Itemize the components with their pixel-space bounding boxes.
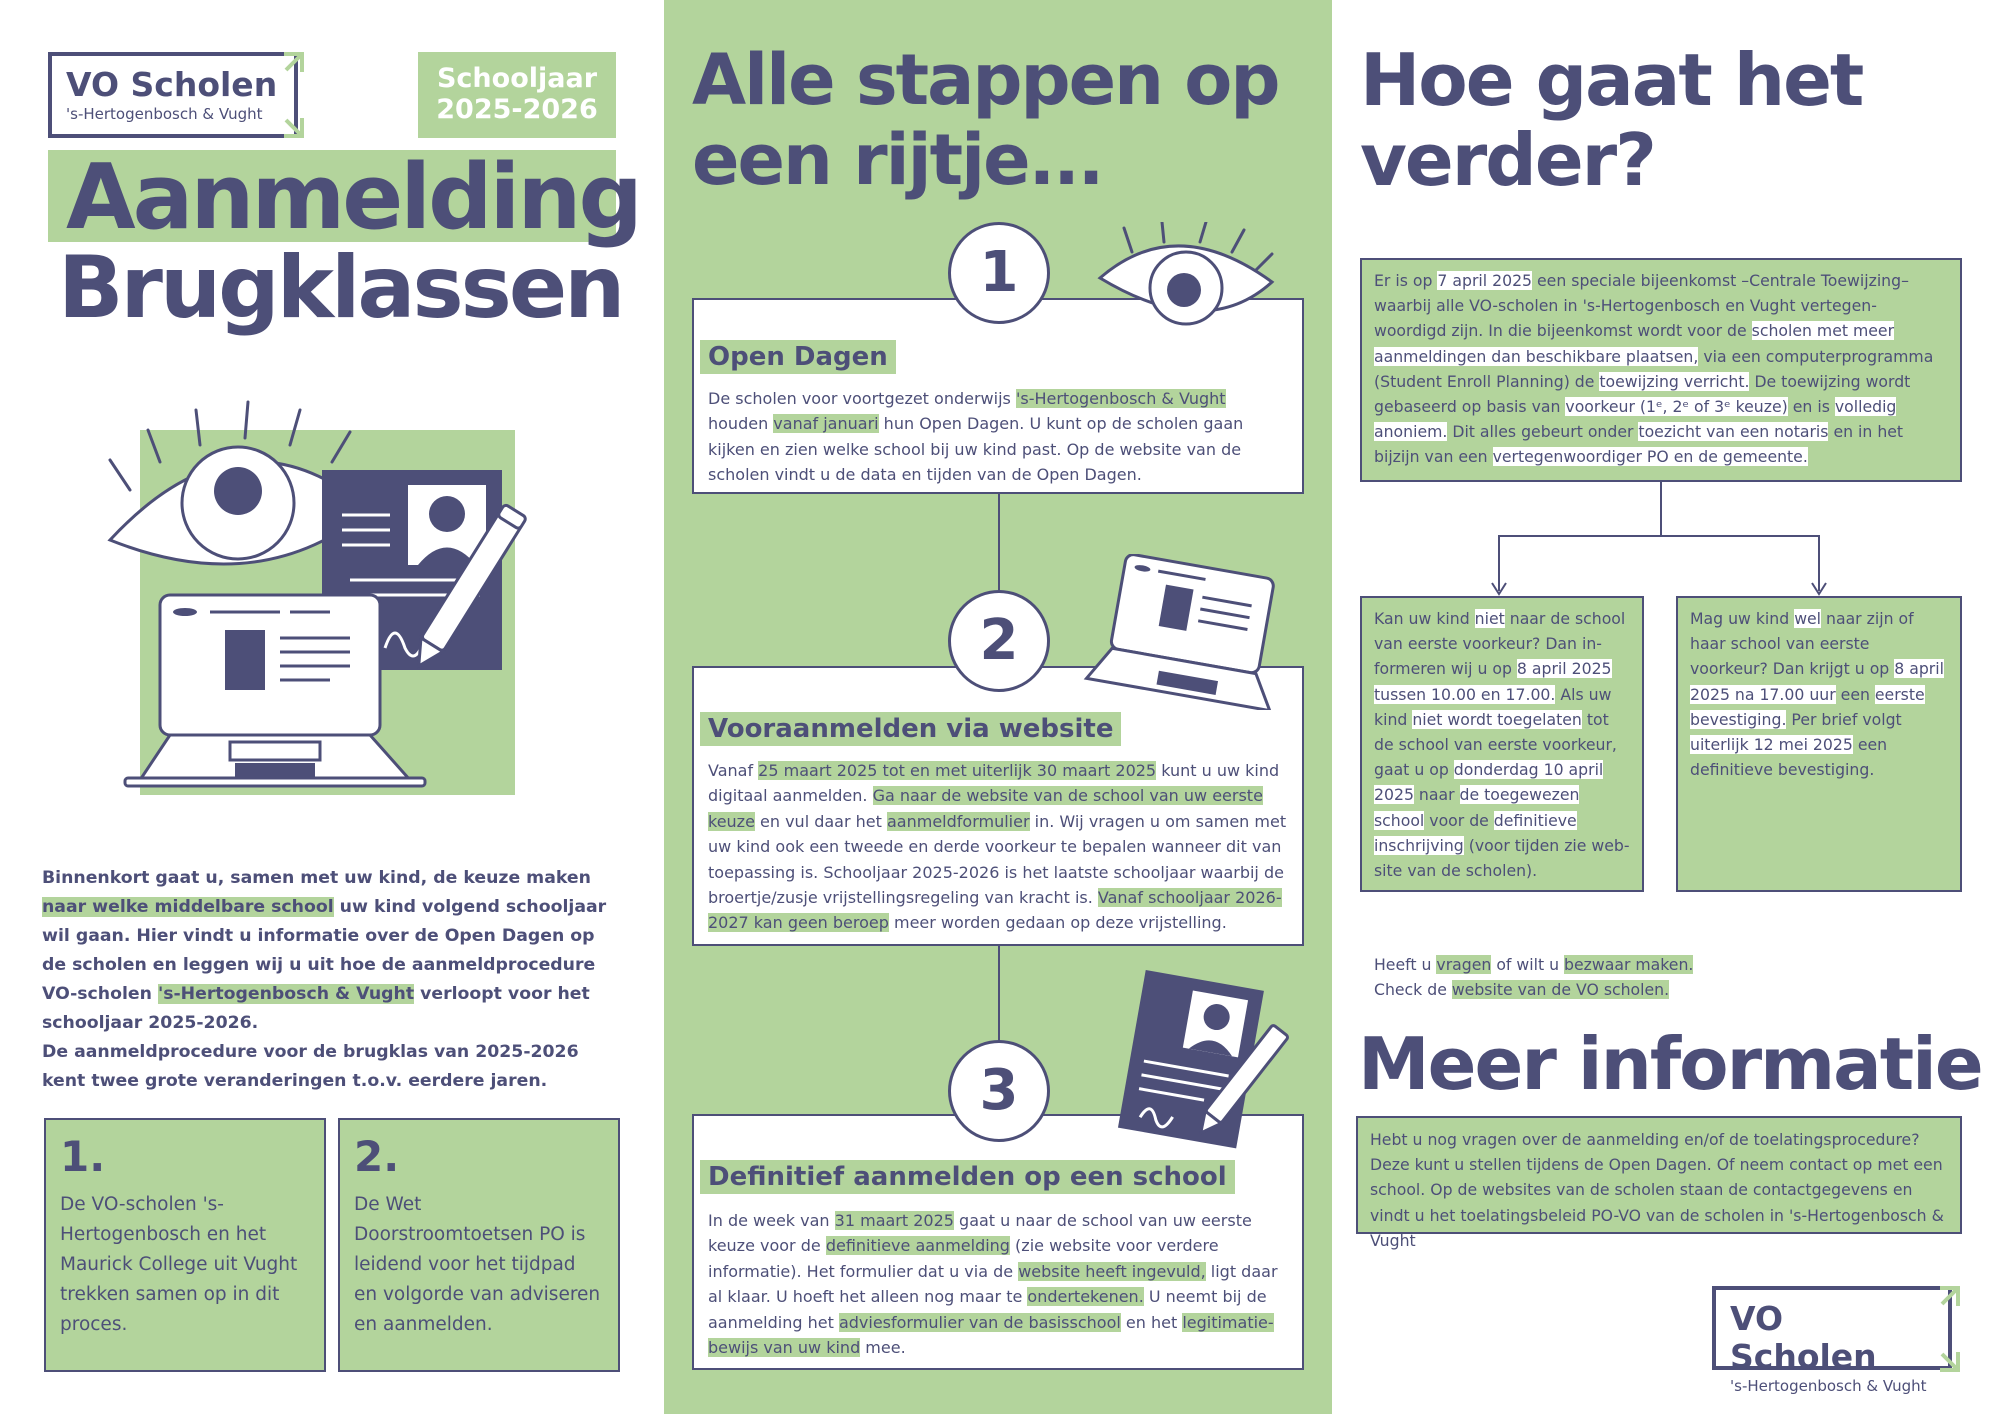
box-text: via een computerprogramma (Student Enroll Planning) de bbox=[1374, 346, 1934, 391]
box-text: Mag uw kind bbox=[1690, 609, 1795, 628]
hero-illustration bbox=[100, 390, 560, 810]
box-text: Als uw kind bbox=[1374, 684, 1612, 729]
box-highlight: vertegenwoordiger PO en de gemeente. bbox=[1492, 447, 1808, 467]
step-text-1 bbox=[708, 386, 1288, 488]
flow-connector bbox=[1498, 535, 1820, 537]
note-highlight: vragen bbox=[1436, 955, 1492, 974]
box-highlight: toewijzing verricht. bbox=[1599, 371, 1750, 391]
note-text: Heeft u bbox=[1374, 955, 1437, 974]
box-text: (voor tijden zie web-site van de scholen). bbox=[1374, 835, 1630, 881]
box-text: Dit alles gebeurt onder bbox=[1447, 422, 1639, 442]
step-title-3: Definitief aanmelden op een school bbox=[700, 1160, 1235, 1194]
step-title-1: Open Dagen bbox=[700, 340, 896, 374]
intro-paragraph-2: De aanmeldprocedure voor de brugklas van 2025-2026 kent twee grote veranderingen t.o.v. eerdere jaren. bbox=[42, 1042, 579, 1091]
box-highlight: scholen met meer aanmeldingen dan beschikbare plaatsen, bbox=[1374, 321, 1895, 366]
step-text: In de week van bbox=[708, 1211, 835, 1230]
step-highlight: 25 maart 2025 tot en met uiterlijk 30 maart 2025 bbox=[758, 761, 1157, 780]
box-highlight: niet wordt toegelaten bbox=[1412, 709, 1582, 729]
change-number: 2. bbox=[354, 1132, 400, 1181]
step-text: De scholen voor voortgezet onderwijs bbox=[708, 389, 1016, 408]
box-text: en is bbox=[1787, 397, 1835, 417]
logo-top bbox=[48, 52, 298, 138]
box-text: en in het bijzijn van een bbox=[1374, 422, 1904, 467]
box-text: een definitieve bevestiging. bbox=[1690, 735, 1888, 780]
step-title-2: Vooraanmelden via website bbox=[700, 712, 1121, 746]
step-number-3: 3 bbox=[948, 1040, 1050, 1142]
step-highlight: adviesformulier van de basisschool bbox=[838, 1312, 1121, 1332]
change-card-1 bbox=[44, 1118, 326, 1372]
box-highlight: 8 april 2025 tussen 10.00 en 17.00. bbox=[1374, 659, 1612, 704]
box-text: een bbox=[1835, 684, 1875, 704]
steps-heading: Alle stappen op een rijtje... bbox=[692, 39, 1279, 201]
logo-subtitle: 's-Hertogenbosch & Vught bbox=[66, 105, 263, 123]
box-text: Kan uw kind bbox=[1374, 609, 1475, 628]
box-text: Per brief volgt bbox=[1786, 709, 1902, 729]
note-highlight: bezwaar maken. bbox=[1564, 955, 1694, 974]
logo-bottom bbox=[1712, 1286, 1952, 1395]
step-text: en het bbox=[1120, 1312, 1183, 1332]
box-text: tot de school van eerste voorkeur, gaat u op bbox=[1374, 709, 1617, 780]
box-text: naar de school van eerste voorkeur? Dan in-formeren wij u op bbox=[1374, 609, 1626, 679]
more-info-box: Hebt u nog vragen over de aanmelding en/of de toelatingsprocedure? Deze kunt u stellen tijdens de Open Dagen. Of neem contact op met een school. Op de websites van de scholen staan de contactgegevens en vindt u het toelatingsbeleid PO-VO van de scholen in 's-Hertogenbosch & Vught bbox=[1356, 1116, 1962, 1234]
document-signing-icon bbox=[1100, 970, 1290, 1160]
box-text: naar bbox=[1413, 785, 1460, 805]
central-allocation-box bbox=[1360, 258, 1962, 482]
box-text: een speciale bijeenkomst –Centrale Toewijzing– waarbij alle VO-scholen in 's-Hertogenbosch en Vught vertegen-woordigd zijn. In die bijeenkomst wordt voor de bbox=[1374, 271, 1909, 341]
box-text: voor de bbox=[1424, 810, 1494, 830]
logo-title: VO Scholen bbox=[1730, 1299, 1877, 1376]
box-text: Er is op bbox=[1374, 271, 1438, 290]
school-year-value: 2025-2026 bbox=[436, 94, 598, 125]
logo-title: VO Scholen bbox=[66, 65, 278, 104]
step-text: houden bbox=[708, 414, 774, 434]
school-year-badge bbox=[418, 52, 616, 138]
box-highlight: de toegewezen school bbox=[1374, 785, 1580, 830]
step-text-2 bbox=[708, 758, 1288, 936]
step-highlight: aanmeldformulier bbox=[887, 811, 1030, 831]
step-highlight: definitieve aanmelding bbox=[825, 1236, 1010, 1256]
box-highlight: donderdag 10 april 2025 bbox=[1374, 760, 1604, 805]
intro-highlight: naar welke middelbare school bbox=[42, 897, 334, 917]
step-text: mee. bbox=[860, 1338, 906, 1358]
box-highlight: 7 april 2025 bbox=[1437, 271, 1533, 290]
step-number-2: 2 bbox=[948, 590, 1050, 692]
change-text: De VO-scholen 's-Hertogenbosch en het Maurick College uit Vught trekken samen op in dit proces. bbox=[60, 1194, 298, 1335]
step-text: (zie website voor verdere informatie). Het formulier dat u via de bbox=[708, 1236, 1219, 1281]
step-text: hun Open Dagen. U kunt op de scholen gaan kijken en zien welke school bij uw kind past. Op de website van de scholen vindt u de data en tijden van de Open Dagen. bbox=[708, 414, 1244, 485]
step-text: in. Wij vragen u om samen met uw kind ook een tweede en derde voorkeur te bepalen wanneer dit van toepassing is. Schooljaar 2025-2026 is het laatste schooljaar waarbij de broertje/zusje vrijstellingsregeling van kracht is. bbox=[708, 811, 1287, 908]
step-connector bbox=[998, 494, 1000, 590]
intro-text: uw kind volgend schooljaar wil gaan. Hier vindt u informatie over de Open Dagen op de scholen en leggen wij u uit hoe de aanmeldprocedure VO-scholen bbox=[42, 897, 607, 1004]
box-highlight: voorkeur (1ᵉ, 2ᵉ of 3ᵉ keuze) bbox=[1565, 397, 1788, 417]
change-text: De Wet Doorstroomtoetsen PO is leidend voor het tijdpad en volgorde van adviseren en aanmelden. bbox=[354, 1194, 601, 1335]
intro-text: verloopt voor het schooljaar 2025-2026. bbox=[42, 984, 590, 1033]
step-text: Vanaf bbox=[708, 761, 759, 780]
change-number: 1. bbox=[60, 1132, 106, 1181]
step-highlight: 's-Hertogenbosch & Vught bbox=[1015, 389, 1226, 408]
step-number-1: 1 bbox=[948, 222, 1050, 324]
note-text: Check de bbox=[1374, 980, 1452, 1000]
arrow-down-icon bbox=[1491, 582, 1507, 596]
change-card-2 bbox=[338, 1118, 620, 1372]
laptop-icon bbox=[1076, 554, 1286, 710]
logo-arrows-icon bbox=[282, 50, 306, 140]
box-highlight: toezicht van een notaris bbox=[1638, 422, 1829, 442]
arrow-down-icon bbox=[1811, 582, 1827, 596]
note-text: of wilt u bbox=[1491, 955, 1565, 974]
box-highlight: definitieve inschrijving bbox=[1374, 810, 1577, 855]
admitted-box bbox=[1676, 596, 1962, 892]
box-highlight: 8 april 2025 na 17.00 uur bbox=[1690, 659, 1944, 704]
step-text: U neemt bij de aanmelding het bbox=[708, 1287, 1267, 1332]
logo-subtitle: 's-Hertogenbosch & Vught bbox=[1730, 1377, 1927, 1395]
box-highlight: niet bbox=[1474, 609, 1505, 628]
step-highlight: legitimatie-bewijs van uw kind bbox=[708, 1312, 1274, 1358]
step-connector bbox=[998, 946, 1000, 1042]
not-admitted-box bbox=[1360, 596, 1644, 892]
step-highlight: website heeft ingevuld, bbox=[1018, 1261, 1206, 1281]
box-text: De toewijzing wordt gebaseerd op basis van bbox=[1374, 371, 1911, 417]
step-highlight: 31 maart 2025 bbox=[834, 1211, 954, 1230]
step-text: gaat u naar de school van uw eerste keuze voor de bbox=[708, 1211, 1252, 1256]
page-title-line1: Aanmelding bbox=[66, 145, 640, 250]
flow-connector bbox=[1660, 482, 1662, 536]
more-info-heading: Meer informatie bbox=[1358, 1022, 1982, 1106]
step-text: kunt u uw kind digitaal aanmelden. bbox=[708, 761, 1280, 806]
step-highlight: Vanaf schooljaar 2026-2027 kan geen beroep bbox=[708, 888, 1282, 933]
step-highlight: vanaf januari bbox=[773, 414, 879, 434]
step-text: en vul daar het bbox=[754, 811, 887, 831]
page-title-line2: Brugklassen bbox=[58, 238, 623, 338]
step-text-3 bbox=[708, 1208, 1288, 1360]
box-highlight: wel bbox=[1794, 609, 1822, 628]
process-heading: Hoe gaat het verder? bbox=[1360, 38, 1863, 202]
step-highlight: ondertekenen. bbox=[1027, 1287, 1144, 1307]
school-year-label: Schooljaar bbox=[436, 63, 598, 94]
box-highlight: eerste bevestiging. bbox=[1690, 684, 1925, 729]
step-text: ligt daar al klaar. U hoeft het alleen nog maar te bbox=[708, 1261, 1278, 1307]
box-text: naar zijn of haar school van eerste voorkeur? Dan krijgt u op bbox=[1690, 609, 1914, 679]
box-highlight: uiterlijk 12 mei 2025 bbox=[1690, 735, 1853, 755]
step-text: meer worden gedaan op deze vrijstelling. bbox=[888, 913, 1227, 933]
logo-arrows-icon bbox=[1938, 1284, 1962, 1374]
intro-paragraph bbox=[42, 864, 622, 1038]
questions-note bbox=[1374, 952, 1693, 1002]
intro-highlight: 's-Hertogenbosch & Vught bbox=[157, 984, 415, 1004]
eye-icon bbox=[1096, 222, 1276, 332]
vo-scholen-website-link[interactable]: website van de VO scholen. bbox=[1451, 980, 1670, 1000]
intro-text: Binnenkort gaat u, samen met uw kind, de keuze maken bbox=[42, 868, 591, 888]
box-highlight: volledig anoniem. bbox=[1374, 397, 1897, 442]
step-highlight: Ga naar de website van de school van uw eerste keuze bbox=[708, 786, 1263, 831]
